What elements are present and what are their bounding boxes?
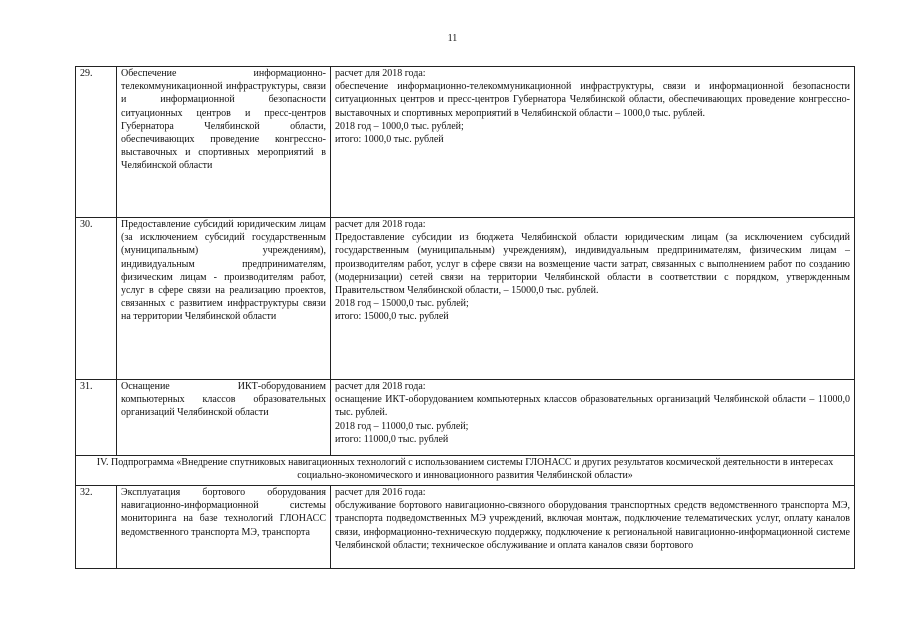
calculation-text: обеспечение информационно-телекоммуникационной инфраструктуры, связи и информационной безопасности ситуационных центров и пресс-центров Губернатора Челябинской области, обеспечивающих проведение конгрессно-выставочных и спортивных мероприятий в Челябинской области – 1000,0 тыс. рублей. bbox=[335, 81, 850, 119]
row-number: 30. bbox=[76, 218, 117, 380]
calculation-header: расчет для 2016 года: bbox=[335, 487, 426, 498]
activity-name: Оснащение ИКТ-оборудованием компьютерных классов образовательных организаций Челябинской области bbox=[117, 380, 331, 456]
calculation-cell bbox=[331, 486, 855, 569]
calculation-cell bbox=[331, 380, 855, 456]
table-row-31 bbox=[76, 380, 855, 456]
activity-name: Обеспечение информационно-телекоммуникационной инфраструктуры, связи и информационной безопасности ситуационных центров и пресс-центров Губернатора Челябинской области, обеспечивающих проведение конгрессно-выставочных и спортивных мероприятий в Челябинской области bbox=[117, 67, 331, 218]
calculation-text: оснащение ИКТ-оборудованием компьютерных классов образовательных организаций Челябинской области – 11000,0 тыс. рублей. bbox=[335, 394, 850, 419]
calculation-header: расчет для 2018 года: bbox=[335, 68, 426, 79]
program-activities-table bbox=[75, 66, 855, 569]
total-amount: итого: 1000,0 тыс. рублей bbox=[335, 134, 444, 146]
row-number: 29. bbox=[76, 67, 117, 218]
year-amount: 2018 год – 11000,0 тыс. рублей; bbox=[335, 420, 469, 432]
row-number: 31. bbox=[76, 380, 117, 456]
activity-name: Эксплуатация бортового оборудования навигационно-информационной системы мониторинга на базе технологий ГЛОНАСС ведомственного транспорта МЭ, транспорта bbox=[117, 486, 331, 569]
row-number: 32. bbox=[76, 486, 117, 569]
section-heading-row bbox=[76, 456, 855, 486]
table-row-30 bbox=[76, 218, 855, 380]
total-amount: итого: 15000,0 тыс. рублей bbox=[335, 311, 449, 323]
year-amount: 2018 год – 15000,0 тыс. рублей; bbox=[335, 298, 469, 310]
calculation-text: Предоставление субсидии из бюджета Челябинской области юридическим лицам (за исключением субсидий государственным (муниципальным) учреждениям), индивидуальным предпринимателям, физическим лицам – производителям работ, услуг в сфере связи на возмещение части затрат, связанных с выполнением работ по созданию (модернизации) сетей связи на территории Челябинской области в соответствии с порядком, утвержденным Правительством Челябинской области, – 15000,0 тыс. рублей. bbox=[335, 232, 850, 297]
calculation-header: расчет для 2018 года: bbox=[335, 219, 426, 230]
subprogram-heading: IV. Подпрограмма «Внедрение спутниковых навигационных технологий с использованием системы ГЛОНАСС и других результатов космической деятельности в интересах социально-экономического и инновационного развития Челябинской области» bbox=[76, 456, 855, 486]
activity-name: Предоставление субсидий юридическим лицам (за исключением субсидий государственным (муниципальным) учреждениям), индивидуальным предпринимателям, физическим лицам - производителям работ, услуг в сфере связи на реализацию проектов, связанных с развитием инфраструктуры связи на территории Челябинской области bbox=[117, 218, 331, 380]
table-row-29 bbox=[76, 67, 855, 218]
calculation-header: расчет для 2018 года: bbox=[335, 381, 426, 392]
table-row-32 bbox=[76, 486, 855, 569]
calculation-cell bbox=[331, 218, 855, 380]
year-amount: 2018 год – 1000,0 тыс. рублей; bbox=[335, 120, 464, 132]
page-number: 11 bbox=[447, 33, 458, 44]
total-amount: итого: 11000,0 тыс. рублей bbox=[335, 433, 449, 445]
calculation-cell bbox=[331, 67, 855, 218]
calculation-text: обслуживание бортового навигационно-связного оборудования транспортных средств ведомственного транспорта МЭ, транспорта подведомственных МЭ учреждений, включая монтаж, подключение телематических услуг, оплату каналов связи, информационно-техническую поддержку, подключение к региональной навигационно-информационной системе Челябинской области; техническое обслуживание и оплата каналов связи бортового bbox=[335, 500, 850, 551]
